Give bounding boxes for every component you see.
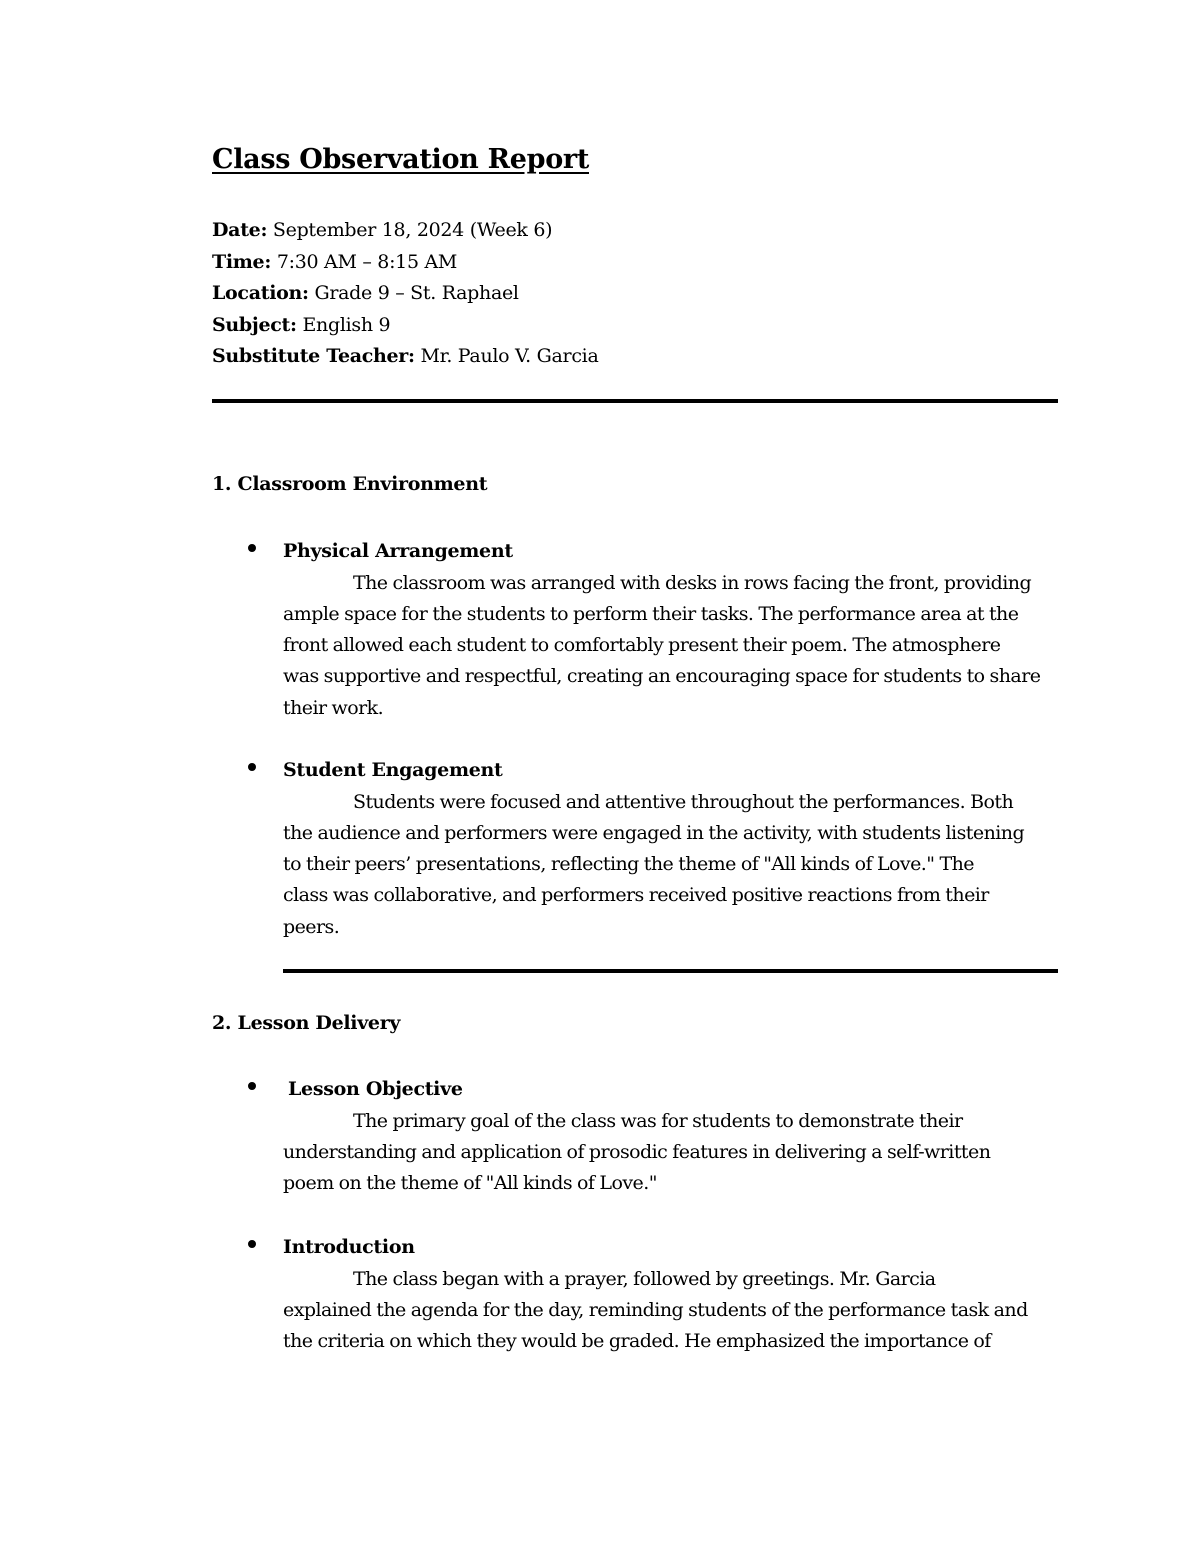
meta-location-label: Location:: [212, 282, 309, 304]
meta-time-value: 7:30 AM – 8:15 AM: [271, 250, 458, 273]
body-line: explained the agenda for the day, reminding students of the performance task and: [283, 1298, 1028, 1321]
list-item-introduction: [283, 1232, 1073, 1357]
body-line: The primary goal of the class was for students to demonstrate their: [353, 1109, 963, 1132]
meta-location-value: Grade 9 – St. Raphael: [308, 282, 519, 304]
meta-subject: [212, 310, 598, 342]
body-line: class was collaborative, and performers received positive reactions from their: [283, 884, 989, 907]
body-line: understanding and application of prosodic features in delivering a self-written: [283, 1140, 991, 1163]
meta-location: [212, 278, 598, 310]
item-body: [283, 1264, 1073, 1358]
meta-time-label: Time:: [212, 250, 272, 273]
item-title: Introduction: [283, 1236, 415, 1258]
body-line: peers.: [283, 915, 340, 938]
meta-teacher-value: Mr. Paulo V. Garcia: [414, 345, 599, 367]
list-item-student-engagement: [283, 755, 1073, 943]
meta-subject-value: English 9: [296, 313, 391, 336]
item-title: Physical Arrangement: [283, 540, 513, 562]
horizontal-divider: [212, 399, 1058, 403]
body-line: The classroom was arranged with desks in rows facing the front, providing: [353, 571, 1032, 594]
list-item-physical-arrangement: [283, 536, 1073, 724]
item-body: [283, 568, 1073, 724]
body-line: front allowed each student to comfortably present their poem. The atmosphere: [283, 634, 1001, 657]
bullet-icon: [248, 544, 256, 552]
bullet-icon: [248, 1082, 256, 1090]
meta-date: [212, 215, 598, 247]
meta-teacher: [212, 341, 598, 373]
body-line: poem on the theme of "All kinds of Love.": [283, 1172, 657, 1195]
item-title: Student Engagement: [283, 759, 503, 781]
body-line: their work.: [283, 696, 384, 719]
report-metadata: [212, 215, 598, 373]
body-line: The class began with a prayer, followed by greetings. Mr. Garcia: [353, 1267, 936, 1290]
meta-time: [212, 247, 598, 279]
meta-date-value: September 18, 2024 (Week 6): [267, 219, 553, 241]
list-item-lesson-objective: [283, 1074, 1073, 1199]
body-line: the criteria on which they would be graded. He emphasized the importance of: [283, 1330, 991, 1353]
body-line: was supportive and respectful, creating an encouraging space for students to share: [283, 665, 1041, 688]
meta-teacher-label: Substitute Teacher:: [212, 345, 415, 367]
bullet-icon: [248, 763, 256, 771]
item-body: [283, 1106, 1073, 1200]
bullet-icon: [248, 1240, 256, 1248]
page-title: Class Observation Report: [212, 144, 589, 175]
body-line: Students were focused and attentive throughout the performances. Both: [353, 790, 1014, 813]
meta-subject-label: Subject:: [212, 313, 297, 336]
section-heading-classroom-environment: 1. Classroom Environment: [212, 473, 488, 495]
item-title: Lesson Objective: [288, 1078, 463, 1100]
body-line: the audience and performers were engaged in the activity, with students listening: [283, 821, 1025, 844]
meta-date-label: Date:: [212, 219, 268, 241]
body-line: ample space for the students to perform their tasks. The performance area at the: [283, 602, 1019, 625]
section-heading-lesson-delivery: 2. Lesson Delivery: [212, 1012, 401, 1034]
body-line: to their peers’ presentations, reflecting the theme of "All kinds of Love." The: [283, 853, 974, 876]
horizontal-divider: [283, 969, 1058, 973]
item-body: [283, 787, 1073, 943]
